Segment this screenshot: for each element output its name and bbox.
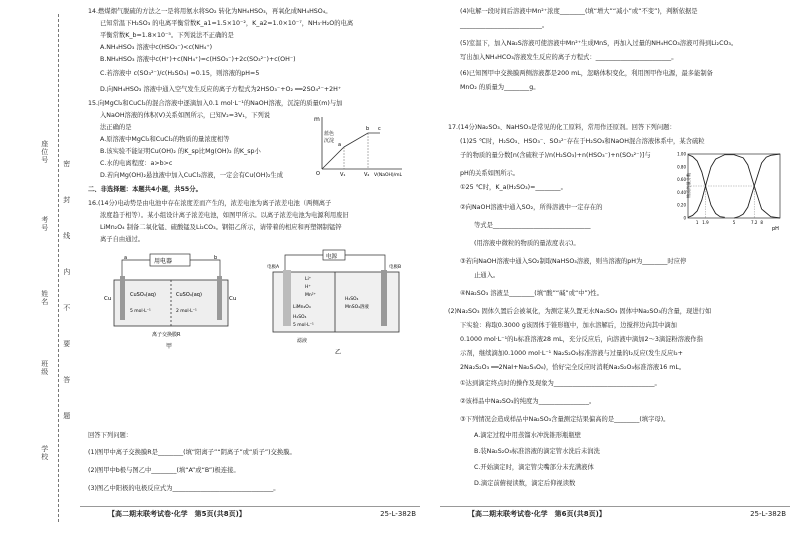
q16-part-1: (1)图甲中离子交换膜R是________(填“阳离子”“阴离子”或“质子”)交换膜。 <box>88 449 296 456</box>
left-footer <box>80 506 420 521</box>
right-solution: CuSO₄(aq) <box>176 292 202 298</box>
q17-y-tick: 1.00 <box>677 151 686 157</box>
q17-x-tick: 7.2 <box>751 220 758 225</box>
q17-sub-2: ②向NaOH溶液中通入SO₂，所得溶液中一定存在的 <box>460 204 603 211</box>
binding-strip <box>0 0 74 536</box>
question-17: 17.(14分)Na₂SO₃、NaHSO₃是常见的化工原料，常用作还原剂。回答下列问题： <box>448 124 676 131</box>
q17-sub-2-note: (用溶液中微粒的物质的量浓度表示)。 <box>474 240 580 247</box>
q16-line: 离子自由通过。 <box>100 236 145 243</box>
left-acid: H₂SO₄ <box>293 315 307 320</box>
electrode-b: 电极B <box>389 265 402 270</box>
figure-jia-label: 甲 <box>166 343 173 350</box>
device-label: 用电器 <box>154 258 173 265</box>
q14-option-d: D.向NH₄HSO₃ 溶液中通入空气发生反应的离子方程式为2HSO₃⁻+O₂ ══2SO₄²⁻+2H⁺ <box>100 86 342 93</box>
q16-part-2: (2)图甲中b极与图乙中________(填“A”或“B”)极连接。 <box>88 467 240 474</box>
right-conc: 2 mol·L⁻¹ <box>176 309 197 314</box>
q16-answer-intro: 回答下列问题： <box>88 432 133 439</box>
q16-part-5-cont: 写出加入NH₄HCO₃溶液发生反应的离子方程式：________________________。 <box>460 54 678 61</box>
notice-5: 不 <box>62 304 71 312</box>
q16-line: LiMn₂O₄ 制备二氧化锰、硫酸锰及Li₂CO₃。钢铝乙所示，请带着的相应和再塑钢制锰锌 <box>100 224 342 231</box>
source-label: 电源 <box>326 254 338 260</box>
q17-part-2-sub-3: ③下列情况会造成样品中Na₂SO₃含量测定结果偏高的是________(填字母)。 <box>460 416 670 423</box>
q17-part-2-sub-2: ②该样品中Na₂SO₃的纯度为________________。 <box>460 398 596 405</box>
left-solution: CuSO₄(aq) <box>130 292 156 298</box>
electrode-a: 电极A <box>267 265 280 270</box>
q16-part-6-cont: MnO₂ 的质量为________g。 <box>460 84 540 91</box>
q17-line: 子的物质的量分数[n(含硫粒子)/n(H₂SO₃)+n(HSO₃⁻)+n(SO₃²⁻)]与 <box>460 152 651 159</box>
q15-mass-volume-graph <box>308 113 408 177</box>
q15-option-c: C.水的电离程度：a>b>c <box>100 160 173 167</box>
notice-7: 答 <box>62 376 71 384</box>
exam-no-label: 考号 <box>40 216 49 232</box>
q15-point-b: b <box>366 126 370 132</box>
q17-sub-3-cont: 止通入。 <box>474 272 500 279</box>
q17-y-tick: 0.40 <box>677 189 686 195</box>
q17-sub-3: ③若向NaOH溶液中通入SO₂制取NaHSO₃溶液，则当溶液的pH为________时应停 <box>460 258 687 265</box>
q15-tick-v2: V₂ <box>364 172 370 177</box>
figure-yi-label: 乙 <box>335 349 342 356</box>
ion-mn: Mn²⁺ <box>305 293 316 298</box>
q14-line: 已知常温下H₂SO₃ 的电离平衡常数K_a1=1.5×10⁻²，K_a2=1.0×10⁻⁷，NH₃·H₂O的电离 <box>100 20 354 27</box>
q14-line: 14.燃煤烟气脱硫的方法之一是将用氨水将SO₂ 转化为NH₄HSO₃，再氧化成NH₄HSO₄。 <box>88 8 332 15</box>
notice-8: 题 <box>62 412 71 420</box>
q17-x-tick: 1 <box>695 220 699 225</box>
q15-x-label: V(NaOH)/mL <box>374 173 403 177</box>
ion-li: Li⁺ <box>305 277 312 282</box>
q17-y-label: 物质的量分数 <box>686 172 691 198</box>
q17-x-label: pH <box>772 226 779 232</box>
q17-sub-4: ④Na₂SO₃ 溶液呈________(填“酸”“碱”或“中”)性。 <box>460 290 603 297</box>
right-footer <box>440 506 790 521</box>
q17-part-2-sub-1: ①达到滴定终点时的操作及现象为________________________________。 <box>460 380 661 387</box>
q15-point-c: c <box>378 126 381 132</box>
school-label: 学校 <box>40 445 49 461</box>
name-label: 姓名 <box>40 290 49 306</box>
q15-option-d: D.若向Mg(OH)₂悬浊液中加入CuCl₂溶液，一定会有Cu(OH)₂生成 <box>100 172 284 179</box>
q17-sub-2-cont: 等式是_______________________________ <box>474 222 591 229</box>
wire-b: b <box>214 255 218 261</box>
q17-line: pH的关系如图所示。 <box>460 170 520 177</box>
q17-part-2: (2)Na₂SO₃ 固体久置后会被氧化，为测定某久置无水Na₂SO₃ 固体中Na₂SO₃的含量，现进行如 <box>448 308 712 315</box>
q17-part-2-line: 0.1000 mol·L⁻¹的I₂标准溶液28 mL，充分反应后，向溶液中滴加2～3滴淀粉溶液作指 <box>460 336 703 343</box>
q15-point-a: a <box>338 142 342 148</box>
cu-right: Cu <box>229 296 237 302</box>
q15-option-b: B.该实验不能证明Cu(OH)₂ 的K_sp比Mg(OH)₂ 的K_sp小 <box>100 148 261 155</box>
q14-option-c: C.若溶液中 c(SO₃²⁻)/c(H₂SO₃) =0.15，则溶液的pH=5 <box>100 70 260 77</box>
q17-option-b: B.装Na₂S₂O₃标准溶液的滴定管水洗后未润洗 <box>474 448 600 455</box>
right-acid: H₂SO₄ <box>345 297 359 302</box>
q17-part-2-line: 2Na₂S₂O₃ ══2NaI+Na₂S₄O₆)，恰好完全反应时消耗Na₂S₂O₃标准溶液16 mL。 <box>460 364 686 371</box>
q17-x-tick: 5 <box>732 220 736 225</box>
anode-material: LiMn₂O₄ <box>293 305 311 310</box>
q15-line: 法正确的是 <box>100 124 132 131</box>
cu-left: Cu <box>104 296 112 302</box>
q17-series-line-2 <box>688 155 780 218</box>
section-2-heading: 二、非选择题：本题共4小题，共55分。 <box>88 186 202 193</box>
q15-tick-v1: V₁ <box>340 172 346 177</box>
wire-a: a <box>124 255 128 261</box>
footer-code: 25-L-382B <box>380 510 416 518</box>
filtrate-label: 滤液 <box>297 338 308 344</box>
class-label: 班级 <box>40 360 49 376</box>
q15-annot: 蓝色 <box>324 131 335 137</box>
notice-4: 内 <box>62 268 71 276</box>
left-conc: 5 mol·L⁻¹ <box>130 309 151 314</box>
footer-title: 【高二期末联考试卷·化学 第5页(共8页)】 <box>108 510 246 518</box>
q17-y-tick: 0.20 <box>677 202 686 208</box>
q14-line: 平衡常数K_b=1.8×10⁻⁵。下列说法不正确的是 <box>100 32 234 39</box>
q15-option-a: A.原溶液中MgCl₂和CuCl₂的物质的量浓度相等 <box>100 136 230 143</box>
q17-part-2-line: 示剂，继续滴加0.1000 mol·L⁻¹ Na₂S₂O₃标准溶液与过量的I₂反应(发生反应I₂+ <box>460 350 683 357</box>
notice-1: 密 <box>62 160 71 168</box>
q17-part-2-line: 下实验：称取0.3000 g该固体于锥形瓶中，加水溶解后，边搅拌边向其中滴加 <box>460 322 677 329</box>
q17-line: (1)25 ℃时，H₂SO₃、HSO₃⁻、SO₃²⁻存在于H₂SO₃和NaOH混合溶液体系中，某含硫粒 <box>460 138 705 145</box>
membrane-label: 离子交换膜R <box>152 332 181 338</box>
notice-2: 封 <box>62 196 71 204</box>
q16-part-4-cont: __________________________。 <box>460 22 549 29</box>
figure-yi-electrolysis <box>265 248 415 358</box>
footer-title: 【高二期末联考试卷·化学 第6页(共8页)】 <box>468 510 606 518</box>
ion-h: H⁺ <box>305 285 311 290</box>
seal-line <box>58 14 59 522</box>
q17-option-d: D.滴定前俯视读数，滴定后仰视读数 <box>474 480 576 487</box>
q16-part-5: (5)室温下，加入Na₂S溶液可使溶液中Mn²⁺生成MnS，再加入过量的NH₄HCO₃溶液可得到Li₂CO₃。 <box>460 40 738 47</box>
q14-option-a: A.NH₄HSO₃ 溶液中c(HSO₃⁻)<c(NH₄⁺) <box>100 44 213 51</box>
q15-line: 入NaOH溶液的体积(V)关系如图所示，已知V₂=3V₁，下列说 <box>100 112 271 119</box>
q15-annot: 沉淀 <box>324 138 335 144</box>
figure-jia-concentration-cell <box>100 250 240 350</box>
q17-option-c: C.开始滴定时，滴定管尖嘴部分未充满液体 <box>474 464 594 471</box>
q17-y-tick: 0.80 <box>677 164 686 170</box>
q15-line: 15.向MgCl₂和CuCl₂的混合溶液中逐滴加入0.1 mol·L⁻¹的NaOH溶液，沉淀的质量(m)与加 <box>88 100 343 107</box>
q17-x-tick: 1.9 <box>702 220 709 225</box>
notice-6: 要 <box>62 340 71 348</box>
left-acid-conc: 5 mol·L⁻¹ <box>293 323 314 328</box>
right-sol: MnSO₄溶液 <box>345 305 369 310</box>
q16-part-3: (3)图乙中阳极的电极反应式为________________________________。 <box>88 485 280 492</box>
q16-part-4: (4)电解一段时间后溶液中Mn²⁺浓度________(填“增大”“减小”或“不变”)，判断依据是 <box>460 8 698 15</box>
q17-x-tick: 8 <box>760 220 763 225</box>
q15-origin: O <box>316 171 320 177</box>
q17-y-tick: 0 <box>683 215 686 221</box>
notice-3: 线 <box>62 232 71 240</box>
q17-option-a: A.滴定过程中用蒸馏水冲洗锥形瓶瓶壁 <box>474 432 581 439</box>
q14-option-b: B.NH₄HSO₃ 溶液中c(H⁺)+c(NH₄⁺)=c(HSO₃⁻)+2c(SO₃²⁻)+c(OH⁻) <box>100 56 296 63</box>
q17-fraction-ph-chart <box>668 150 786 232</box>
footer-code: 25-L-382B <box>750 510 786 518</box>
q16-line: 浓度趋于相等）。某小组设计离子浓差电池，如图甲所示。以离子浓差电池为电源利用废旧 <box>100 212 349 219</box>
q16-line: 16.(14分)电动势是由电池中存在浓度差而产生的，浓差电池为离子浓差电池（两侧离子 <box>88 200 332 207</box>
q16-part-6: (6)已知图甲中交换膜两侧溶液都是200 mL，忽略体积变化，利用图甲作电源，最多能制备 <box>460 70 713 77</box>
q15-y-label: m <box>314 116 320 123</box>
q17-y-tick: 0.60 <box>677 177 686 183</box>
seat-label: 座位号 <box>40 140 49 164</box>
q17-sub-1: ①25 ℃时，K_a(H₂SO₃)=________。 <box>460 184 567 191</box>
